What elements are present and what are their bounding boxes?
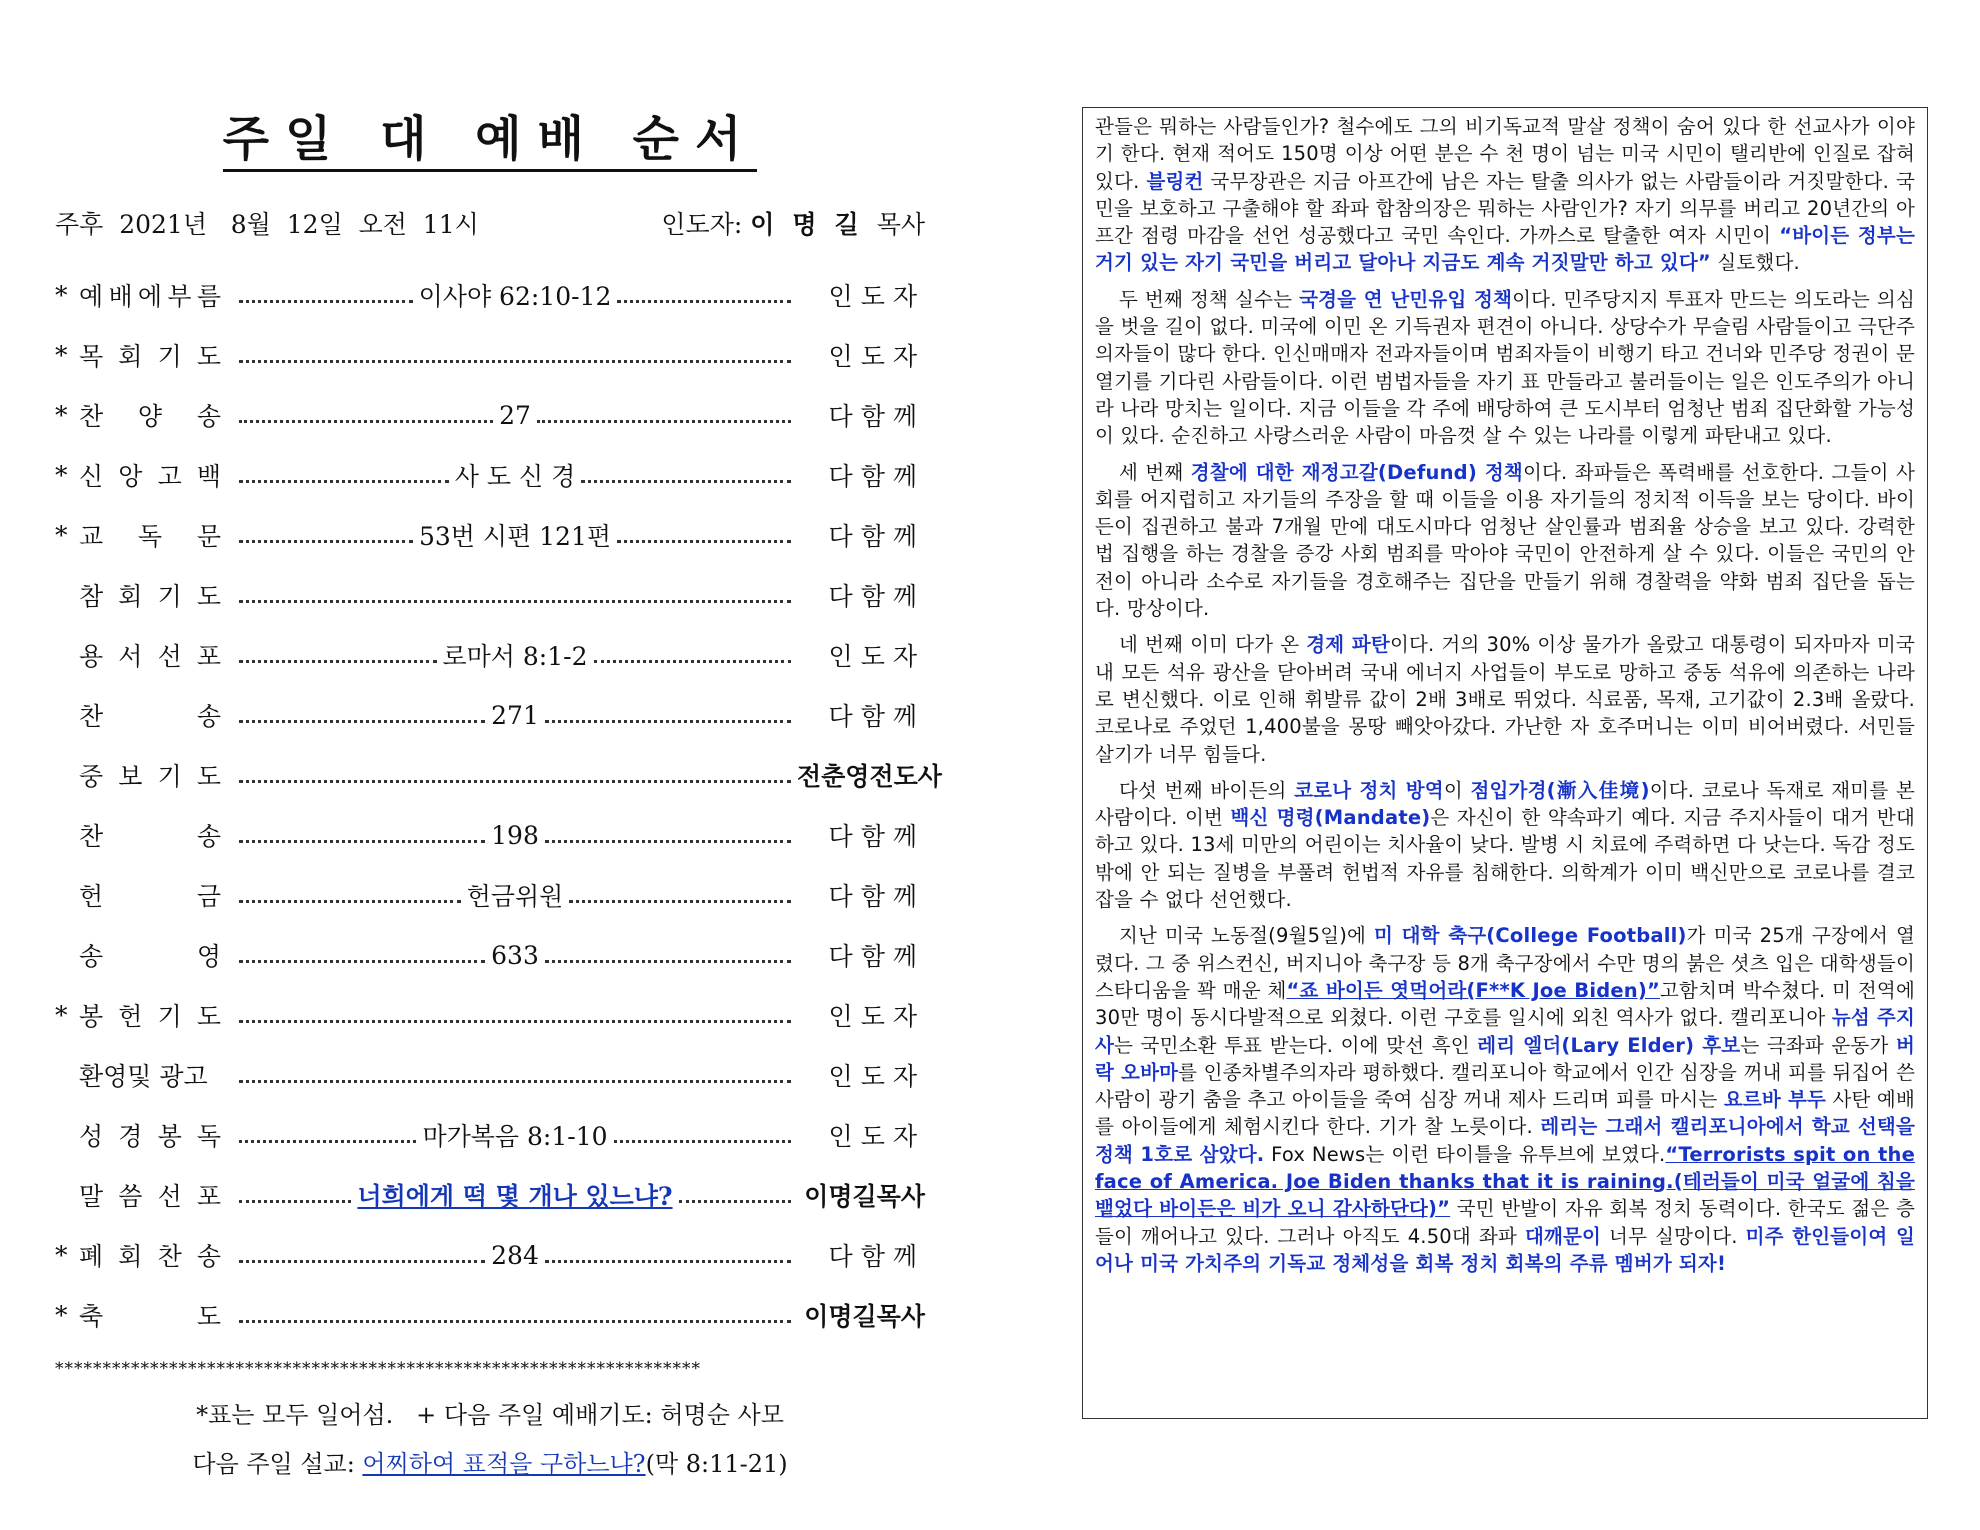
order-item-responder: 다함께 [828,882,925,911]
order-row [55,1165,925,1225]
order-item-content: 271 [491,700,539,730]
name-char: 포 [196,1182,221,1211]
service-meta [55,205,925,241]
name-char: 회 [118,582,143,611]
order-row [55,385,925,445]
order-leader-line [233,877,797,913]
order-item-name [79,877,221,913]
order-row [55,1285,925,1345]
order-item-responder: 다함께 [828,822,925,851]
article-text: 는 국민소환 투표 받는다. 이에 맞선 흑인 [1114,1033,1478,1057]
order-leader-line [233,1014,797,1017]
name-char: 름 [196,282,221,311]
order-item-content: 633 [491,940,539,970]
order-leader-line [233,401,797,430]
order-leader-line [233,941,797,970]
article-p3 [1095,459,1915,623]
dot-leader [239,720,485,723]
standing-star: * [55,460,68,490]
name-char: 앙 [118,462,143,491]
order-item-name: 환영및 광고 [79,1062,208,1091]
order-item-responder: 인도자 [828,1062,925,1091]
name-char: 기 [157,1002,182,1031]
name-char: 찬 [157,1242,182,1271]
name-char: 도 [196,1302,221,1331]
order-item-responder: 인도자 [828,1002,925,1031]
order-leader-line [233,517,797,553]
order-item-name [79,457,221,493]
dot-leader [239,360,791,363]
order-item-responder: 다함께 [828,522,925,551]
name-char: 경 [118,1122,143,1151]
dot-leader [594,660,792,663]
highlighted-text: “Terrorists spit on the face of America. Joe Biden thanks that it is raining.(테러들이 미국 얼굴에 침을 뱉었다 바이든은 비가 오니 감사하단다)” [1095,1142,1916,1221]
name-char: 도 [196,342,221,371]
next-sermon-label: 다음 주일 설교: [192,1450,363,1478]
highlighted-text: 코로나 정치 방역 [1294,778,1444,802]
standing-star: * [55,400,68,430]
standing-star: * [55,1000,68,1030]
highlighted-text: 레리 엘더(Lary Elder) 후보 [1477,1033,1741,1057]
article-text: 실토했다. [1710,251,1800,275]
dot-leader [239,960,485,963]
article-text: 는 극좌파 운동가 [1740,1033,1896,1057]
name-char: 교 [79,522,104,551]
article-p1 [1095,113,1915,277]
name-char: 축 [79,1302,104,1331]
standing-star: * [55,340,68,370]
leader-name: 이명길 [750,210,877,239]
name-char: 기 [157,762,182,791]
dot-leader [239,420,493,423]
article-text: 를 인종차별주의자라 평하했다. 캘리포니아 학교에서 인간 심장을 꺼내 피를 뒤집어 쓴 사람이 광기 춤을 추고 아이들을 죽여 심장 꺼내 제사 드리며 피를 마시는 [1095,1060,1915,1112]
name-char: 서 [118,642,143,671]
order-leader-line [233,774,797,777]
name-char: 용 [79,642,104,671]
name-char: 선 [157,642,182,671]
order-item-name [79,937,221,973]
article-p2 [1095,286,1915,450]
name-char: 봉 [157,1122,182,1151]
article-text: 사탄 예배를 아이들에게 체험시킨다 한다. 기가 찰 노릇이다. [1095,1088,1915,1139]
dot-leader [545,1260,791,1263]
article-text: 세 번째 [1119,460,1191,484]
order-leader-line [233,277,797,313]
name-char: 양 [137,402,163,431]
dot-leader [239,540,413,543]
article-text: 국무장관은 지금 아프간에 남은 자는 탈출 의사가 없는 사람들이라 거짓말한다. 국민을 보호하고 구출해야 할 좌파 합참의장은 뭐하는 사람인가? 자기 의무를 버리고 20년간의 아프간 점령 마감을 선언 성공했다고 국민 속인다. 가까스로 탈출한 여자 시민이 [1095,169,1915,248]
highlighted-text: 백신 명령(Mandate) [1230,806,1431,830]
order-item-name [79,277,221,313]
dot-leader [239,660,437,663]
dot-leader [545,960,791,963]
article-p6 [1095,922,1915,1277]
highlighted-text: “바이든 정부는 거기 있는 자기 국민을 버리고 달아나 지금도 계속 거짓말만 하고 있다” [1095,224,1915,275]
name-char: 송 [196,402,221,431]
name-char: 회 [118,1242,143,1271]
dot-leader [239,300,413,303]
next-sermon-ref: (막 8:11-21) [645,1450,788,1478]
article-text: 은 자신이 한 약속파기 예다. 지금 주지사들이 대거 반대하고 있다. 13세 미만의 어린이는 치사율이 낮다. 발병 시 치료에 주력하면 다 낫는다. 독감 정도밖에 안 되는 질병을 부풀려 헌법적 자유를 침해한다. 의학계가 이미 백신만으로 코로나를 결코 잡을 수 없다 선언했다. [1095,806,1916,912]
order-item-name [79,637,221,673]
next-sermon-note [55,1444,925,1479]
name-char: 고 [157,462,182,491]
order-leader-line [233,1177,797,1213]
dot-leader [239,600,791,603]
highlighted-text: 국경을 연 난민유입 정책 [1299,287,1513,311]
order-item-content: 헌금위원 [466,882,564,911]
highlighted-text: 블링컨 [1146,169,1204,193]
name-char: 성 [79,1122,104,1151]
article-text: 관들은 뭐하는 사람들인가? 철수에도 그의 비기독교적 말살 정책이 숨어 있다 한 선교사가 이야기 한다. 현재 적어도 150명 이상 어떤 분은 수 천 명이 넘는 미국 시민이 탤리반에 인질로 잡혀있다. [1095,115,1915,193]
article-p4 [1095,631,1915,767]
order-item-name [79,757,221,793]
order-item-name [79,1177,221,1213]
highlighted-text: 경찰에 대한 재정고갈(Defund) 정책 [1190,460,1523,484]
name-char: 찬 [79,702,104,731]
order-item-responder: 전춘영전도사 [797,762,942,791]
order-item-responder: 다함께 [828,582,925,611]
dot-leader [537,420,791,423]
name-char: 헌 [79,882,104,911]
standing-star: * [55,280,68,310]
order-row [55,1225,925,1285]
name-char: 중 [79,762,104,791]
article-text: 국민 반발이 자유 회복 정치 동력이다. 한국도 젊은 층들이 깨어나고 있다. 그러나 아직도 4.50대 좌파 [1095,1197,1915,1248]
name-char: 목 [79,342,104,371]
highlighted-text: “죠 바이든 엿먹어라(F**K Joe Biden)” [1286,978,1660,1002]
dot-leader [239,780,791,783]
name-char: 씀 [118,1182,143,1211]
article-text: 고함치며 박수쳤다. 미 전역에 30만 명이 동시다발적으로 외쳤다. 이런 구호를 일시에 외친 역사가 없다. 캘리포니아 [1095,978,1915,1030]
article-text: 이다. 거의 30% 이상 물가가 올랐고 대통령이 되자마자 미국 내 모든 석유 광산을 닫아버려 국내 에너지 사업들이 부도로 망하고 중동 석유에 의존하는 나라로 변신했다. 이로 인해 휘발류 값이 2배 3배로 뛰었다. 식료품, 목재, 고기값이 2.3배 올랐다. 코로나로 주었던 1,400불을 몽땅 빼앗아갔다. 가난한 자 호주머니는 이미 비어버렸다. 서민들 살기가 너무 힘들다. [1095,633,1916,766]
order-row [55,265,925,325]
leader-title: 목사 [876,210,925,239]
name-char: 참 [79,582,104,611]
order-of-service [55,90,942,1479]
order-item-content: 로마서 8:1-2 [442,642,588,671]
order-item-responder: 인도자 [828,642,925,671]
dot-leader [239,840,485,843]
order-leader-line [233,701,797,730]
title-text: 주일 대 예배 순서 [223,111,758,172]
name-char: 포 [196,642,221,671]
name-char: 배 [108,282,133,311]
divider-stars: ******************************************************************** [55,1359,701,1379]
dot-leader [617,540,791,543]
article-text: 너무 실망이다. [1601,1224,1746,1248]
order-item-responder: 인도자 [828,342,925,371]
order-row [55,745,942,805]
order-item-responder: 다함께 [828,942,925,971]
article-text: 이다. 좌파들은 폭력배를 선호한다. 그들이 사회를 어지럽히고 자기들의 주장을 할 때 이들을 이용 자기들의 정치적 이득을 보는 당이다. 바이든이 집권하고 불과 7개월 만에 대도시마다 엄청난 살인률과 범죄율 상승을 보고 있다. 강력한 법 집행을 하는 경찰을 증강 사회 범죄를 막아야 국민이 안전하게 살 수 있다. 이들은 국민의 안전이 아니라 소수로 자기들을 경호해주는 집단을 만들기 위해 경찰력을 약화 범죄 집단을 돕는다. 망상이다. [1095,460,1915,621]
name-char: 보 [118,762,143,791]
article-text: 이다. 민주당지지 투표자 만드는 의도라는 의심을 벗을 길이 없다. 미국에 이민 온 기득권자 편견이 아니다. 상당수가 무슬림 사람들이고 극단주의자들이 많다 한다. 인신매매자 전과자들이며 범죄자들이 비행기 타고 건너와 민주당 정권이 문 열기를 기다린 사람들이다. 이런 범법자들을 자기 표 만들라고 불러들이는 일은 인도주의가 아니라 나라 망치는 일이다. 지금 이들을 각 주에 배당하여 큰 도시부터 엄청난 범죄 집단화할 가능성이 있다. 순진하고 사랑스러운 사람이 마음껏 살 수 있는 나라를 이렇게 파탄내고 있다. [1095,287,1915,448]
name-char: 도 [196,1002,221,1031]
order-row [55,445,925,505]
dot-leader [239,900,461,903]
order-item-name [79,337,221,373]
order-leader-line [233,1117,797,1153]
name-char: 예 [79,282,104,311]
name-char: 부 [167,282,192,311]
name-char: 헌 [118,1002,143,1031]
order-item-content: 53번 시편 121편 [418,522,612,551]
dot-leader [545,840,791,843]
dot-leader [581,480,791,483]
dot-leader [239,1020,791,1023]
name-char: 백 [196,462,221,491]
article-text: Fox News는 이런 타이틀을 유투브에 보였다. [1264,1142,1666,1166]
order-item-name [79,517,221,553]
order-leader-line [233,594,797,597]
order-leader-line [233,354,797,357]
dot-leader [614,1140,791,1143]
order-row [55,925,925,985]
order-leader-line [233,1074,797,1077]
highlighted-text: 점입가경(漸入佳境) [1470,778,1650,802]
order-item-name [79,397,221,433]
highlighted-text: 버락 오바마 [1095,1033,1915,1084]
highlighted-text: 미 대학 축구(College Football) [1374,924,1687,948]
dot-leader [569,900,791,903]
name-char: 찬 [79,822,104,851]
order-row [55,805,925,865]
name-char: 도 [196,762,221,791]
order-item-content: 198 [491,820,539,850]
order-item-responder: 다함께 [828,462,925,491]
dot-leader [679,1200,791,1203]
order-item-responder: 다함께 [828,702,925,731]
highlighted-text: 미주 한인들이여 일어나 미국 가치주의 기독교 정체성을 회복 정치 회복의 주류 멤버가 되자! [1095,1224,1915,1275]
name-char: 기 [157,342,182,371]
name-char: 회 [118,342,143,371]
order-item-content: 284 [491,1240,539,1270]
order-item-responder: 다함께 [828,1242,925,1271]
name-char: 기 [157,582,182,611]
name-char: 에 [137,282,163,311]
name-char: 영 [196,942,221,971]
order-row [55,1105,925,1165]
leader-label: 인도자: [661,210,751,239]
article-text: 네 번째 이미 다가 온 [1119,633,1307,657]
article-text: 지난 미국 노동절(9월5일)에 [1119,924,1375,948]
highlighted-text: 대깨문이 [1524,1224,1602,1248]
highlighted-text: 레리는 그래서 캘리포니아에서 학교 선택을 정책 1호로 삼았다. [1095,1115,1915,1166]
order-row [55,685,925,745]
name-char: 폐 [79,1242,104,1271]
dot-leader [545,720,791,723]
order-item-content: 27 [499,400,531,430]
name-char: 금 [196,882,221,911]
article-box [1082,107,1928,1419]
name-char: 봉 [79,1002,104,1031]
name-char: 독 [137,522,163,551]
name-char: 도 [196,582,221,611]
order-leader-line [233,1314,797,1317]
name-char: 독 [196,1122,221,1151]
standing-star: * [55,1240,68,1270]
name-char: 찬 [79,402,104,431]
order-item-name [79,817,221,853]
article-text: 이다. 코로나 독재로 재미를 본 사람이다. 이번 [1095,778,1916,830]
dot-leader [239,1200,351,1203]
name-char: 송 [79,942,104,971]
order-row [55,505,925,565]
article-text: 두 번째 정책 실수는 [1119,287,1300,311]
order-item-name [79,697,221,733]
leader-info [661,205,925,241]
order-row [55,985,925,1045]
order-leader-line [233,1241,797,1270]
order-row [55,1045,925,1105]
name-char: 신 [79,462,104,491]
sermon-title-link[interactable]: 너희에게 떡 몇 개나 있느냐? [357,1182,673,1211]
name-char: 선 [157,1182,182,1211]
highlighted-text: 뉴섬 주지사 [1095,1006,1916,1057]
order-item-content: 사 도 신 경 [454,462,576,491]
article-p5 [1095,777,1915,913]
service-date: 주후 2021년 8월 12일 오전 11시 [55,210,479,239]
order-item-name [79,1297,221,1333]
article-text: 가 미국 25개 구장에서 열렸다. 그 중 위스컨신, 버지니아 축구장 등 8개 축구장에서 수만 명의 붉은 셧츠 입은 대학생들이 스타디움을 꽉 매운 체 [1095,924,1915,1002]
highlighted-text: 경제 파탄 [1306,633,1390,657]
name-char: 송 [196,1242,221,1271]
highlighted-text: 요르바 부두 [1723,1088,1827,1112]
dot-leader [239,480,449,483]
order-leader-line [233,821,797,850]
order-row [55,565,925,625]
name-char: 송 [196,702,221,731]
order-item-name [79,1117,221,1153]
name-char: 문 [196,522,221,551]
name-char: 말 [79,1182,104,1211]
article-text: 이 [1443,778,1471,802]
standing-note: *표는 모두 일어섬. + 다음 주일 예배기도: 허명순 사모 [196,1401,784,1429]
order-item-content: 이사야 62:10-12 [418,282,612,311]
page-title [55,100,925,169]
order-row [55,625,925,685]
order-item-responder: 이명길목사 [804,1182,925,1211]
order-item-name [79,1237,221,1273]
order-leader-line [233,637,797,673]
order-item-responder: 이명길목사 [804,1302,925,1331]
order-item-content: 마가복음 8:1-10 [422,1122,608,1151]
dot-leader [239,1320,791,1323]
order-row [55,325,925,385]
order-item-name [79,577,221,613]
standing-star: * [55,520,68,550]
next-sermon-title[interactable]: 어찌하여 표적을 구하느냐? [362,1450,646,1478]
dot-leader [617,300,791,303]
order-row [55,865,925,925]
order-item-name [79,997,221,1033]
order-item-responder: 인도자 [828,1122,925,1151]
dot-leader [239,1140,416,1143]
article-text: 다섯 번째 바이든의 [1119,778,1295,802]
dot-leader [239,1260,485,1263]
standing-star: * [55,1300,68,1330]
order-item-responder: 인도자 [828,282,925,311]
order-leader-line [233,457,797,493]
order-list [55,265,942,1345]
order-item-responder: 다함께 [828,402,925,431]
dot-leader [239,1080,791,1083]
name-char: 송 [196,822,221,851]
